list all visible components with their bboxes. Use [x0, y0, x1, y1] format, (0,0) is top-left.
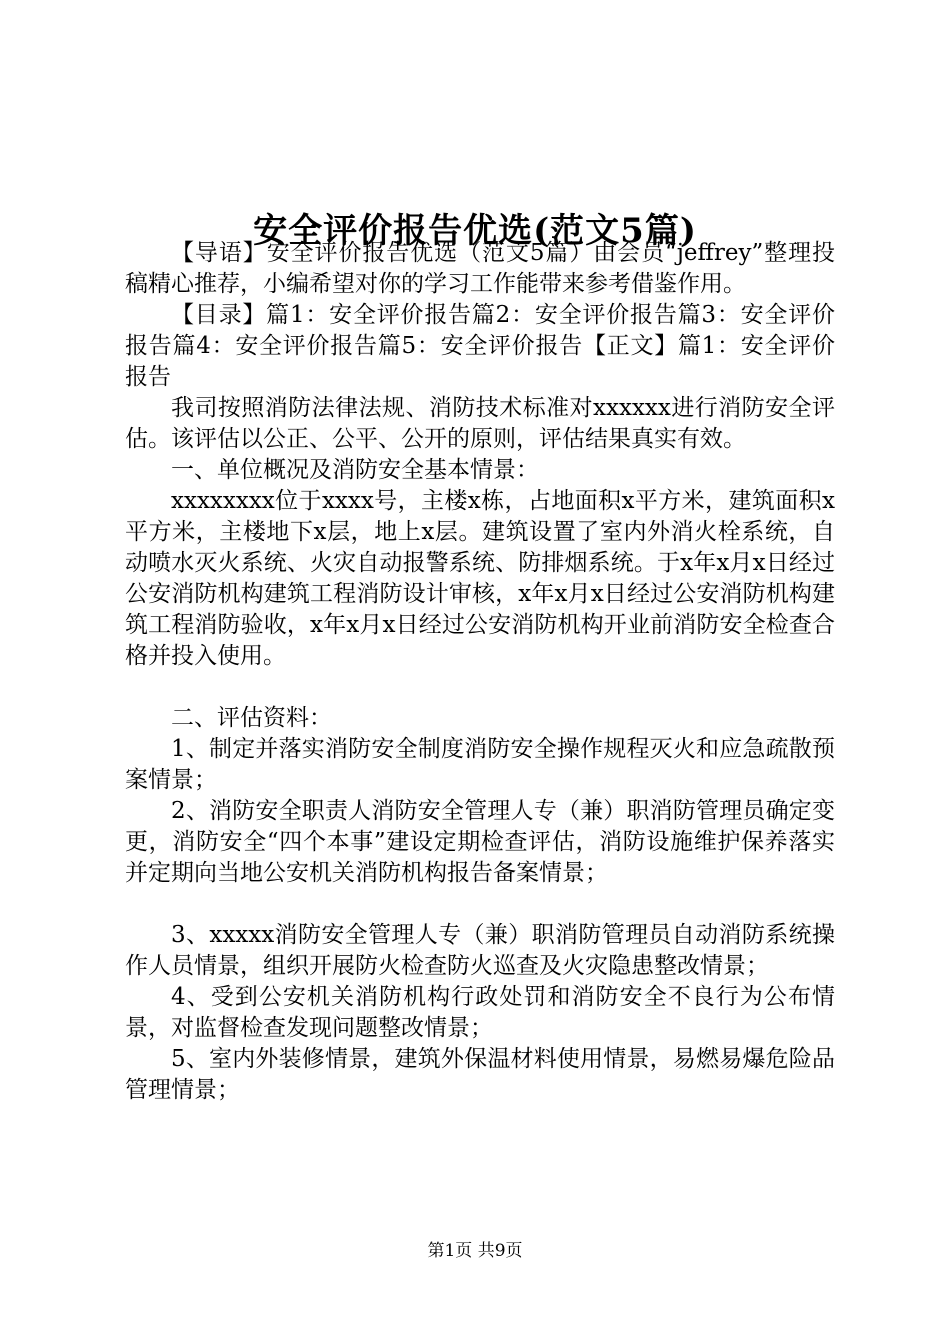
section-heading: 二、评估资料：	[171, 705, 332, 731]
intro-paragraph: 【导语】安全评价报告优选（范文5篇）由会员“jeffrey”整理投稿精心推荐，小编希望对你的学习工作能带来参考借鉴作用。	[125, 240, 835, 297]
page-footer: 第1页 共9页	[427, 1241, 523, 1261]
list-item: 3、xxxxx消防安全管理人专（兼）职消防管理员自动消防系统操作人员情景，组织开展防火检查防火巡查及火灾隐患整改情景；	[125, 922, 835, 979]
list-item: 4、受到公安机关消防机构行政处罚和消防安全不良行为公布情景，对监督检查发现问题整改情景；	[125, 984, 835, 1041]
list-item: 2、消防安全职责人消防安全管理人专（兼）职消防管理员确定变更，消防安全“四个本事”建设定期检查评估，消防设施维护保养落实并定期向当地公安机关消防机构报告备案情景；	[125, 798, 835, 886]
list-item: 5、室内外装修情景，建筑外保温材料使用情景，易燃易爆危险品管理情景；	[125, 1046, 835, 1103]
body-paragraph: xxxxxxxx位于xxxx号，主楼x栋，占地面积x平方米，建筑面积x平方米，主楼地下x层，地上x层。建筑设置了室内外消火栓系统，自动喷水灭火系统、火灾自动报警系统、防排烟系统。于x年x月x日经过公安消防机构建筑工程消防设计审核，x年x月x日经过公安消防机构建筑工程消防验收，x年x月x日经过公安消防机构开业前消防安全检查合格并投入使用。	[125, 488, 835, 669]
list-item: 1、制定并落实消防安全制度消防安全操作规程灭火和应急疏散预案情景；	[125, 736, 835, 793]
section-heading: 一、单位概况及消防安全基本情景：	[171, 457, 539, 483]
document-title: 安全评价报告优选(范文5篇)	[253, 210, 697, 251]
table-of-contents-paragraph: 【目录】篇1：安全评价报告篇2：安全评价报告篇3：安全评价报告篇4：安全评价报告篇5：安全评价报告【正文】篇1：安全评价报告	[125, 302, 835, 390]
body-paragraph: 我司按照消防法律法规、消防技术标准对xxxxxx进行消防安全评估。该评估以公正、公平、公开的原则，评估结果真实有效。	[125, 395, 835, 452]
document-body	[125, 238, 835, 1106]
